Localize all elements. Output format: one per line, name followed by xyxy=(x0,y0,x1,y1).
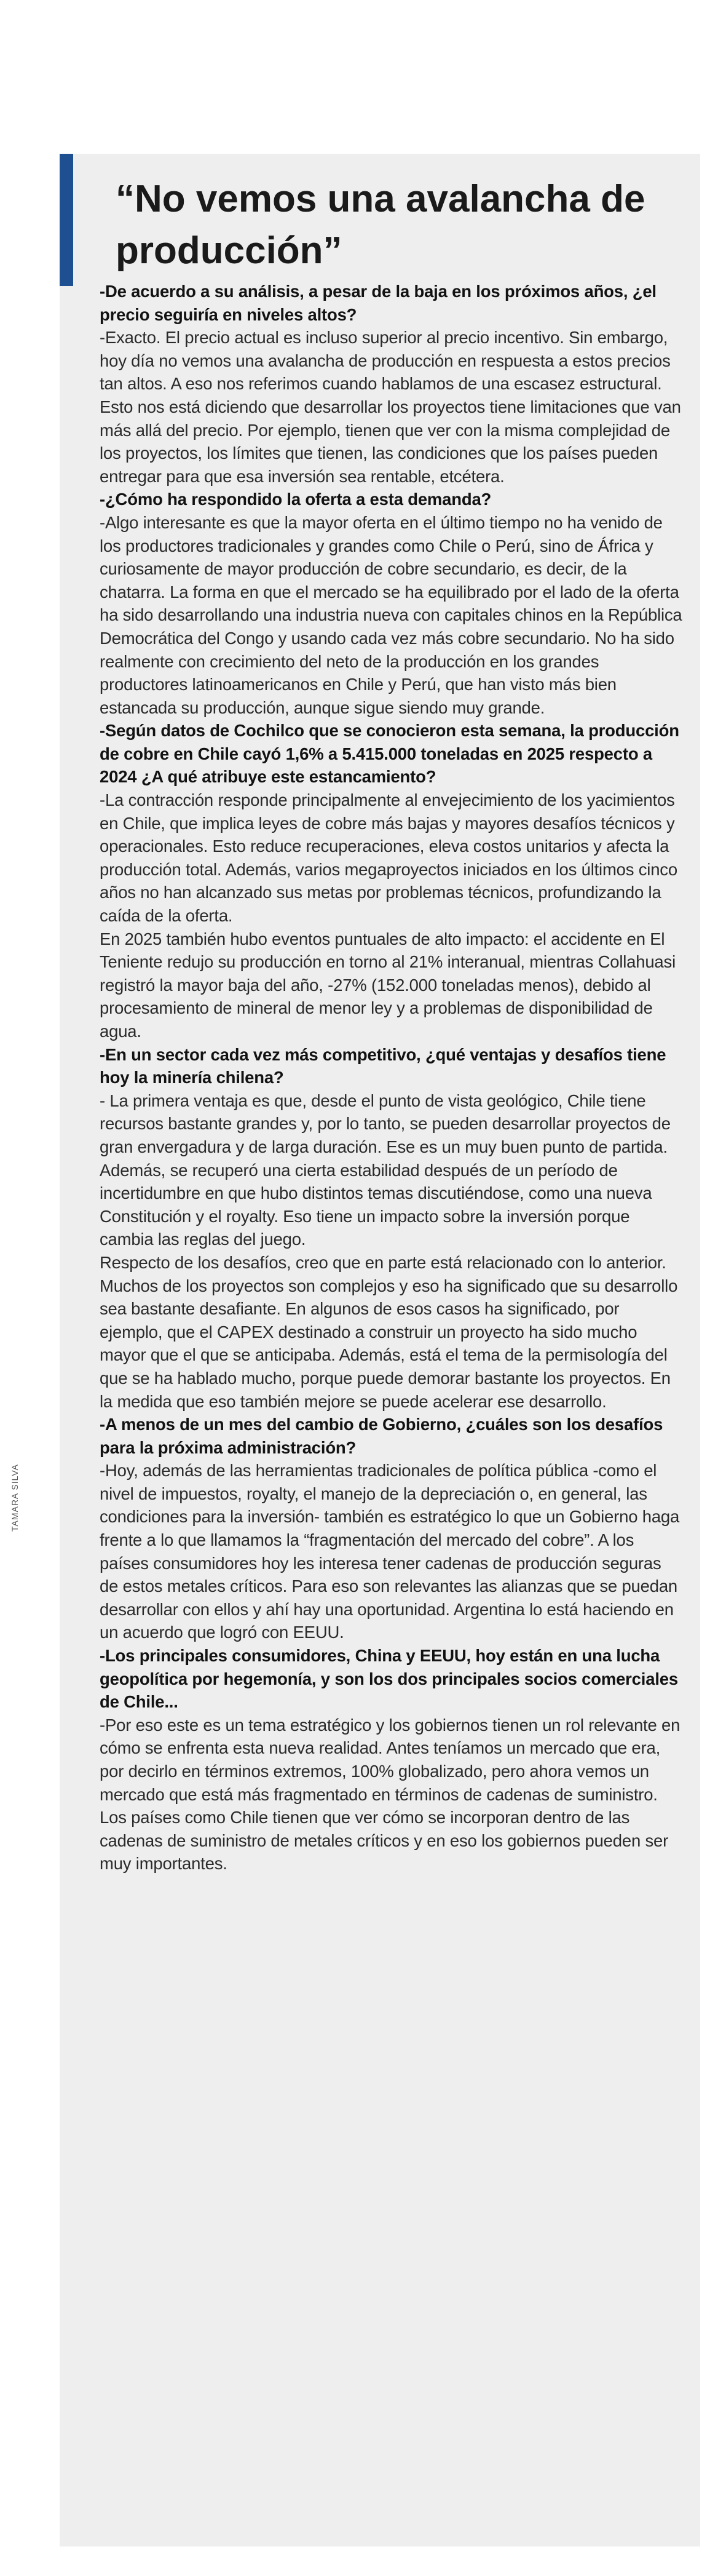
interview-body xyxy=(100,280,684,1875)
question-3: -Según datos de Cochilco que se conocieron esta semana, la producción de cobre en Chile cayó 1,6% a 5.415.000 toneladas en 2025 respecto a 2024 ¿A qué atribuye este estancamiento? xyxy=(100,721,679,787)
answer-3-paragraph-1: -La contracción responde principalmente al envejecimiento de los yacimientos en Chile, que implica leyes de cobre más bajas y mayores desafíos técnicos y operacionales. Esto reduce recuperaciones, eleva costos unitarios y afecta la producción total. Además, varios megaproyectos iniciados en los últimos cinco años no han alcanzado sus metas por problemas técnicos, profundizando la caída de la oferta. xyxy=(100,790,677,926)
answer-5: -Hoy, además de las herramientas tradicionales de política pública -como el nivel de impuestos, royalty, el manejo de la depreciación o, en general, las condiciones para la inversión- también es estratégico lo que un Gobierno haga frente a lo que llamamos la “fragmentación del mercado del cobre”. A los países consumidores hoy les interesa tener cadenas de producción seguras de estos metales críticos. Para eso son relevantes las alianzas que se puedan desarrollar con ellos y ahí hay una oportunidad. Argentina lo está haciendo en un acuerdo que logró con EEUU. xyxy=(100,1461,680,1642)
answer-1: -Exacto. El precio actual es incluso superior al precio incentivo. Sin embargo, hoy día no vemos una avalancha de producción en respuesta a estos precios tan altos. A eso nos referimos cuando hablamos de una escasez estructural. Esto nos está diciendo que desarrollar los proyectos tiene limitaciones que van más allá del precio. Por ejemplo, tienen que ver con la misma complejidad de los proyectos, los límites que tienen, las condiciones que los países pueden entregar para que esa inversión sea rentable, etcétera. xyxy=(100,328,681,486)
question-4: -En un sector cada vez más competitivo, ¿qué ventajas y desafíos tiene hoy la minería chilena? xyxy=(100,1044,666,1087)
accent-bar xyxy=(60,154,73,286)
question-2: -¿Cómo ha respondido la oferta a esta demanda? xyxy=(100,490,492,509)
question-6: -Los principales consumidores, China y EEUU, hoy están en una lucha geopolítica por hegemonía, y son los dos principales socios comerciales de Chile... xyxy=(100,1646,678,1712)
answer-4-paragraph-2: Respecto de los desafíos, creo que en parte está relacionado con lo anterior. Muchos de los proyectos son complejos y eso ha significado que su desarrollo sea bastante desafiante. En algunos de esos casos ha significado, por ejemplo, que el CAPEX destinado a construir un proyecto ha sido mucho mayor que el que se anticipaba. Además, está el tema de la permisología del que se ha hablado mucho, porque puede demorar bastante los proyectos. En la medida que eso también mejore se puede acelerar ese desarrollo. xyxy=(100,1252,678,1411)
answer-4-paragraph-1: - La primera ventaja es que, desde el punto de vista geológico, Chile tiene recursos bastante grandes y, por lo tanto, se pueden desarrollar proyectos de gran envergadura y de larga duración. Ese es un muy buen punto de partida. Además, se recuperó una cierta estabilidad después de un período de incertidumbre en que hubo distintos temas discutiéndose, como una nueva Constitución y el royalty. Eso tiene un impacto sobre la inversión porque cambia las reglas del juego. xyxy=(100,1091,671,1249)
question-1: -De acuerdo a su análisis, a pesar de la baja en los próximos años, ¿el precio seguiría en niveles altos? xyxy=(100,282,657,324)
answer-2: -Algo interesante es que la mayor oferta en el último tiempo no ha venido de los productores tradicionales y grandes como Chile o Perú, sino de África y curiosamente de mayor producción de cobre secundario, es decir, de la chatarra. La forma en que el mercado se ha equilibrado por el lado de la oferta ha sido desarrollando una industria nueva con capitales chinos en la República Democrática del Congo y usando cada vez más cobre secundario. No ha sido realmente con crecimiento del neto de la producción en los grandes productores latinoamericanos en Chile y Perú, que han visto más bien estancada su producción, aunque sigue siendo muy grande. xyxy=(100,512,682,717)
answer-3-paragraph-2: En 2025 también hubo eventos puntuales de alto impacto: el accidente en El Teniente redujo su producción en torno al 21% interanual, mientras Collahuasi registró la mayor baja del año, -27% (152.000 toneladas menos), debido al procesamiento de mineral de menor ley y a problemas de disponibilidad de agua. xyxy=(100,929,676,1041)
question-5: -A menos de un mes del cambio de Gobierno, ¿cuáles son los desafíos para la próxima administración? xyxy=(100,1415,663,1457)
article-title: “No vemos una avalancha de producción” xyxy=(116,178,645,272)
answer-6: -Por eso este es un tema estratégico y los gobiernos tienen un rol relevante en cómo se enfrenta esta nueva realidad. Antes teníamos un mercado que era, por decirlo en términos extremos, 100% globalizado, pero ahora vemos un mercado que está más fragmentado en términos de cadenas de suministro. Los países como Chile tienen que ver cómo se incorporan dentro de las cadenas de suministro de metales críticos y en eso los gobiernos pueden ser muy importantes. xyxy=(100,1715,681,1874)
photo-credit: TAMARA SILVA xyxy=(10,1464,20,1532)
